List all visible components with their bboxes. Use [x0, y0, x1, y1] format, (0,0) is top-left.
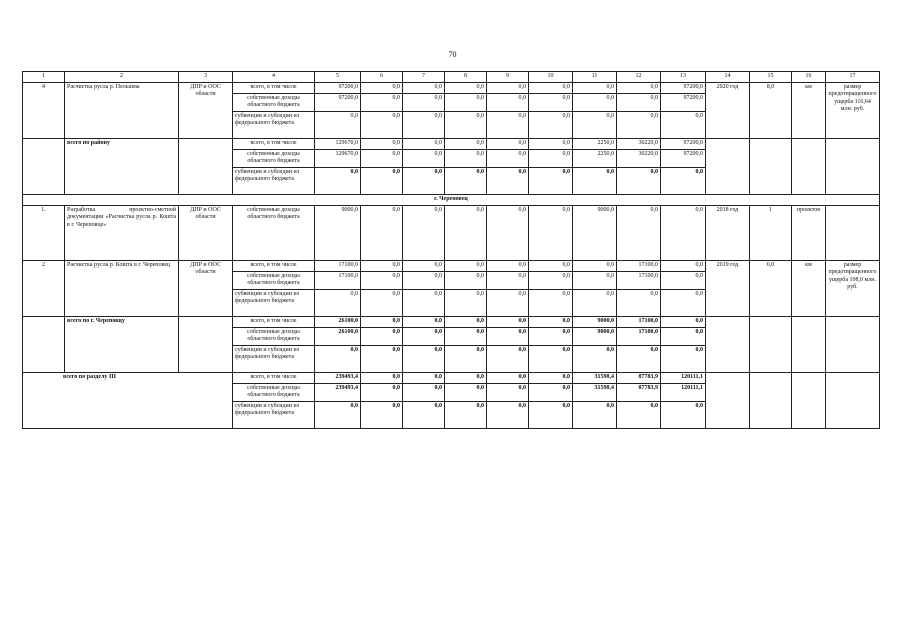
amount-cell: 0,0 [529, 138, 573, 149]
section-row [23, 194, 880, 205]
unit: км [792, 260, 826, 316]
amount-cell: 0,0 [403, 327, 445, 345]
amount-cell: 0,0 [403, 372, 445, 383]
amount-cell: 0,0 [445, 82, 487, 93]
amount-cell: 0,0 [529, 149, 573, 167]
amount-cell: 0,0 [573, 167, 617, 194]
row-number: 2 [23, 260, 65, 316]
amount-cell: 97200,0 [661, 149, 706, 167]
amount-cell: 0,0 [445, 271, 487, 289]
amount-cell: 0,0 [361, 82, 403, 93]
amount-cell: 0,0 [487, 149, 529, 167]
amount-cell: 0,0 [361, 111, 403, 138]
amount-cell: 0,0 [403, 345, 445, 372]
amount-cell: 0,0 [617, 345, 661, 372]
amount-cell: 17100,0 [315, 271, 361, 289]
amount-cell: 0,0 [445, 327, 487, 345]
amount-cell: 0,0 [403, 260, 445, 271]
amount-cell: 0,0 [487, 327, 529, 345]
column-header: 8 [445, 72, 487, 83]
column-header: 13 [661, 72, 706, 83]
page-number: 70 [448, 50, 457, 59]
amount-cell: 0,0 [573, 401, 617, 428]
amount-cell: 2250,0 [573, 149, 617, 167]
amount-cell: 0,0 [403, 271, 445, 289]
indicator-value: 8,0 [750, 82, 792, 138]
amount-cell: 0,0 [487, 289, 529, 316]
amount-cell: 87783,9 [617, 372, 661, 383]
amount-cell: 0,0 [529, 401, 573, 428]
funding-type: субвенции и субсидии из федерального бюджета [233, 111, 315, 138]
amount-cell: 0,0 [361, 401, 403, 428]
amount-cell: 26100,0 [315, 316, 361, 327]
amount-cell: 0,0 [403, 205, 445, 260]
amount-cell: 97200,0 [661, 138, 706, 149]
year: 2020 год [706, 82, 750, 138]
funding-type: субвенции и субсидии из федерального бюджета [233, 345, 315, 372]
amount-cell: 0,0 [661, 111, 706, 138]
row-number: 4 [23, 82, 65, 138]
funding-type: собственные доходы областного бюджета [233, 205, 315, 260]
funding-type: субвенции и субсидии из федерального бюджета [233, 401, 315, 428]
amount-cell: 26100,0 [315, 327, 361, 345]
amount-cell: 87783,9 [617, 383, 661, 401]
amount-cell: 0,0 [487, 345, 529, 372]
note: размер предотвращенного ущерба 116,64 млн. руб. [826, 82, 880, 138]
amount-cell: 0,0 [445, 372, 487, 383]
column-header: 3 [179, 72, 233, 83]
amount-cell: 17100,0 [617, 327, 661, 345]
indicator-value: 6,0 [750, 260, 792, 316]
amount-cell: 0,0 [573, 345, 617, 372]
amount-cell: 0,0 [529, 345, 573, 372]
amount-cell: 0,0 [529, 111, 573, 138]
amount-cell: 0,0 [361, 271, 403, 289]
amount-cell: 31598,4 [573, 372, 617, 383]
amount-cell: 0,0 [445, 316, 487, 327]
amount-cell: 0,0 [445, 93, 487, 111]
year: 2018 год [706, 205, 750, 260]
funding-type: всего, в том числе [233, 316, 315, 327]
amount-cell: 0,0 [573, 289, 617, 316]
indicator-value: 1 [750, 205, 792, 260]
amount-cell: 0,0 [487, 205, 529, 260]
amount-cell: 0,0 [445, 383, 487, 401]
amount-cell: 0,0 [403, 149, 445, 167]
table-row [23, 205, 880, 260]
subtotal-label: всего по г. Череповцу [65, 316, 179, 372]
amount-cell: 0,0 [361, 167, 403, 194]
amount-cell: 0,0 [661, 327, 706, 345]
amount-cell: 97200,0 [661, 82, 706, 93]
amount-cell: 0,0 [361, 383, 403, 401]
amount-cell: 0,0 [403, 167, 445, 194]
amount-cell: 0,0 [445, 111, 487, 138]
amount-cell: 0,0 [617, 205, 661, 260]
funding-type: субвенции и субсидии из федерального бюджета [233, 167, 315, 194]
amount-cell: 0,0 [661, 289, 706, 316]
amount-cell: 0,0 [487, 383, 529, 401]
amount-cell: 0,0 [445, 205, 487, 260]
amount-cell: 17100,0 [617, 271, 661, 289]
section-heading: г. Череповец [23, 194, 880, 205]
column-header: 10 [529, 72, 573, 83]
amount-cell: 97200,0 [315, 82, 361, 93]
amount-cell: 0,0 [529, 167, 573, 194]
amount-cell: 9000,0 [573, 316, 617, 327]
amount-cell: 0,0 [403, 316, 445, 327]
unit: км [792, 82, 826, 138]
amount-cell: 0,0 [487, 93, 529, 111]
amount-cell: 0,0 [573, 93, 617, 111]
amount-cell: 0,0 [617, 289, 661, 316]
budget-table [22, 71, 880, 429]
amount-cell: 0,0 [361, 316, 403, 327]
amount-cell: 120111,1 [661, 372, 706, 383]
amount-cell: 0,0 [617, 111, 661, 138]
amount-cell: 0,0 [403, 289, 445, 316]
amount-cell: 0,0 [617, 93, 661, 111]
amount-cell: 0,0 [573, 111, 617, 138]
amount-cell: 0,0 [315, 111, 361, 138]
column-header: 2 [65, 72, 179, 83]
amount-cell: 0,0 [487, 167, 529, 194]
amount-cell: 0,0 [403, 383, 445, 401]
amount-cell: 0,0 [529, 383, 573, 401]
amount-cell: 0,0 [361, 93, 403, 111]
table-row [23, 138, 880, 149]
amount-cell: 0,0 [445, 167, 487, 194]
unit: проектов [792, 205, 826, 260]
funding-type: собственные доходы областного бюджета [233, 383, 315, 401]
amount-cell: 239493,4 [315, 383, 361, 401]
amount-cell: 0,0 [315, 401, 361, 428]
column-header: 5 [315, 72, 361, 83]
amount-cell: 0,0 [445, 401, 487, 428]
amount-cell: 0,0 [661, 401, 706, 428]
amount-cell: 0,0 [487, 82, 529, 93]
amount-cell: 0,0 [573, 271, 617, 289]
amount-cell: 0,0 [617, 401, 661, 428]
amount-cell: 239493,4 [315, 372, 361, 383]
amount-cell: 0,0 [529, 316, 573, 327]
amount-cell: 0,0 [361, 345, 403, 372]
amount-cell: 0,0 [361, 138, 403, 149]
table-row [23, 316, 880, 327]
funding-type: всего, в том числе [233, 260, 315, 271]
column-header: 1 [23, 72, 65, 83]
funding-type: собственные доходы областного бюджета [233, 149, 315, 167]
header-row [23, 72, 880, 83]
amount-cell: 0,0 [361, 149, 403, 167]
funding-type: собственные доходы областного бюджета [233, 93, 315, 111]
amount-cell: 0,0 [361, 205, 403, 260]
column-header: 14 [706, 72, 750, 83]
amount-cell: 0,0 [403, 93, 445, 111]
executor: ДПР и ООС области [179, 82, 233, 138]
amount-cell: 0,0 [617, 82, 661, 93]
amount-cell: 0,0 [487, 271, 529, 289]
column-header: 15 [750, 72, 792, 83]
amount-cell: 0,0 [445, 345, 487, 372]
project-name: Расчистка русла р. Пельшма [65, 82, 179, 138]
amount-cell: 30220,0 [617, 138, 661, 149]
subtotal-label: всего по району [65, 138, 179, 194]
amount-cell: 0,0 [361, 260, 403, 271]
amount-cell: 0,0 [661, 271, 706, 289]
amount-cell: 17100,0 [315, 260, 361, 271]
amount-cell: 0,0 [487, 138, 529, 149]
amount-cell: 0,0 [573, 260, 617, 271]
amount-cell: 0,0 [661, 260, 706, 271]
amount-cell: 0,0 [661, 167, 706, 194]
amount-cell: 0,0 [403, 111, 445, 138]
amount-cell: 31598,4 [573, 383, 617, 401]
column-header: 11 [573, 72, 617, 83]
funding-type: всего, в том числе [233, 82, 315, 93]
amount-cell: 0,0 [529, 372, 573, 383]
column-header: 6 [361, 72, 403, 83]
amount-cell: 129670,0 [315, 138, 361, 149]
executor: ДПР и ООС области [179, 205, 233, 260]
column-header: 9 [487, 72, 529, 83]
column-header: 4 [233, 72, 315, 83]
amount-cell: 0,0 [361, 289, 403, 316]
amount-cell: 0,0 [487, 316, 529, 327]
column-header: 17 [826, 72, 880, 83]
amount-cell: 0,0 [529, 289, 573, 316]
amount-cell: 0,0 [445, 289, 487, 316]
amount-cell: 0,0 [403, 138, 445, 149]
amount-cell: 0,0 [445, 260, 487, 271]
amount-cell: 0,0 [487, 260, 529, 271]
amount-cell: 0,0 [487, 111, 529, 138]
row-number: 1. [23, 205, 65, 260]
amount-cell: 9000,0 [573, 205, 617, 260]
column-header: 12 [617, 72, 661, 83]
funding-type: всего, в том числе [233, 138, 315, 149]
amount-cell: 120111,1 [661, 383, 706, 401]
amount-cell: 17100,0 [617, 260, 661, 271]
amount-cell: 0,0 [361, 327, 403, 345]
column-header: 7 [403, 72, 445, 83]
amount-cell: 0,0 [617, 167, 661, 194]
amount-cell: 0,0 [315, 167, 361, 194]
funding-type: всего, в том числе [233, 372, 315, 383]
amount-cell: 0,0 [661, 316, 706, 327]
amount-cell: 0,0 [315, 345, 361, 372]
amount-cell: 0,0 [361, 372, 403, 383]
amount-cell: 0,0 [487, 372, 529, 383]
table-row [23, 372, 880, 383]
note: размер предотвращенного ущерба 108,0 млн. руб. [826, 260, 880, 316]
amount-cell: 0,0 [403, 401, 445, 428]
amount-cell: 0,0 [529, 205, 573, 260]
project-name: Расчистка русла р. Кошта в г. Череповец [65, 260, 179, 316]
amount-cell: 9000,0 [573, 327, 617, 345]
amount-cell: 97200,0 [315, 93, 361, 111]
amount-cell: 2250,0 [573, 138, 617, 149]
amount-cell: 0,0 [529, 327, 573, 345]
section-total-label: всего по разделу III [23, 372, 233, 428]
amount-cell: 0,0 [445, 138, 487, 149]
amount-cell: 30220,0 [617, 149, 661, 167]
amount-cell: 0,0 [661, 345, 706, 372]
amount-cell: 17100,0 [617, 316, 661, 327]
amount-cell: 0,0 [573, 82, 617, 93]
table-row [23, 260, 880, 271]
amount-cell: 0,0 [403, 82, 445, 93]
amount-cell: 0,0 [487, 401, 529, 428]
amount-cell: 0,0 [529, 82, 573, 93]
amount-cell: 0,0 [529, 260, 573, 271]
amount-cell: 9000,0 [315, 205, 361, 260]
amount-cell: 97200,0 [661, 93, 706, 111]
table-row [23, 82, 880, 93]
amount-cell: 0,0 [529, 93, 573, 111]
column-header: 16 [792, 72, 826, 83]
amount-cell: 0,0 [661, 205, 706, 260]
project-name: Разработка проектно-сметной документации «Расчистка русла р. Кошта в г. Череповце» [65, 205, 179, 260]
year: 2019 год [706, 260, 750, 316]
executor: ДПР и ООС области [179, 260, 233, 316]
funding-type: субвенции и субсидии из федерального бюджета [233, 289, 315, 316]
amount-cell: 0,0 [529, 271, 573, 289]
funding-type: собственные доходы областного бюджета [233, 271, 315, 289]
amount-cell: 129670,0 [315, 149, 361, 167]
amount-cell: 0,0 [445, 149, 487, 167]
amount-cell: 0,0 [315, 289, 361, 316]
funding-type: собственные доходы областного бюджета [233, 327, 315, 345]
